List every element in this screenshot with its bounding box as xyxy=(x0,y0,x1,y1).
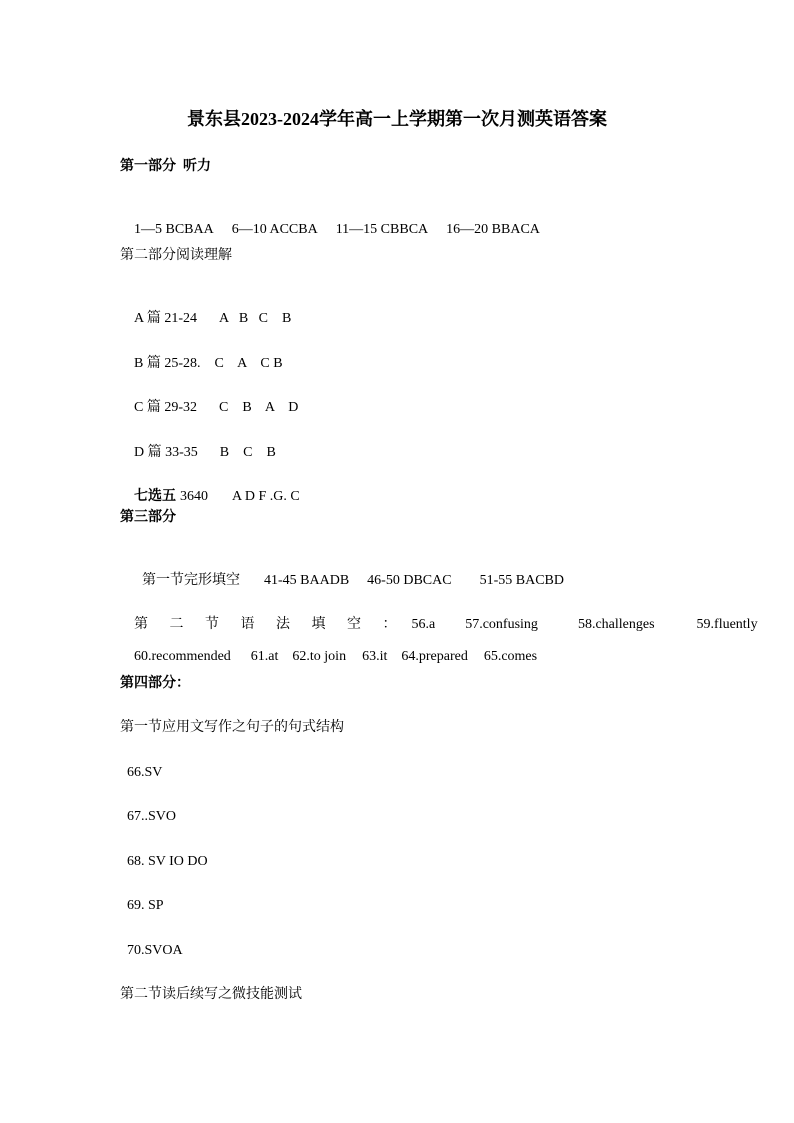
answer-group: 16—20 BBACA xyxy=(446,222,540,237)
document-title: 景东县2023-2024学年高一上学期第一次月测英语答案 xyxy=(187,109,607,129)
seven-choose-five-label: 七选五 xyxy=(134,489,176,504)
part1-heading: 第一部分 听力 xyxy=(120,159,211,174)
passage-answers: C A C B xyxy=(214,356,283,371)
passage-answers: C B A D xyxy=(219,400,299,415)
part3-heading: 第三部分 xyxy=(120,510,176,525)
grammar-answer: 60.recommended xyxy=(134,649,231,664)
grammar-answer: 63.it xyxy=(362,649,388,664)
passage-label: A 篇 21-24 xyxy=(134,311,197,326)
passage-label: D 篇 33-35 xyxy=(134,445,198,460)
part4-section1-label: 第一节应用文写作之句子的句式结构 xyxy=(120,720,344,735)
grammar-answer: 65.comes xyxy=(483,649,538,664)
part4-heading: 第四部分： xyxy=(120,676,190,691)
passage-label: B 篇 25-28. xyxy=(134,356,201,371)
structure-answer: 70.SVOA xyxy=(127,943,183,958)
answer-group: 11—15 CBBCA xyxy=(335,222,429,237)
answer-group: 41-45 BAADB xyxy=(264,573,350,588)
answer-group: 1—5 BCBAA xyxy=(134,222,214,237)
answer-group: 46-50 DBCAC xyxy=(367,573,452,588)
section-label: 第 二 节 语 法 填 空 ： xyxy=(134,617,406,632)
grammar-answer: 64.prepared xyxy=(401,649,468,664)
part4-section2-label: 第二节读后续写之微技能测试 xyxy=(120,987,302,1002)
grammar-answer: 57.confusing xyxy=(465,617,538,632)
seven-choose-five-range: 3640 xyxy=(180,489,208,504)
passage-answers: A B C B xyxy=(219,311,292,326)
grammar-answer: 61.at xyxy=(250,649,279,664)
structure-answer: 69. SP xyxy=(127,898,164,913)
grammar-answer: 56.a xyxy=(411,617,436,632)
seven-choose-five-answers: A D F .G. C xyxy=(232,489,300,504)
section-label: 第一节完形填空 xyxy=(142,573,240,588)
part2-heading: 第二部分阅读理解 xyxy=(120,248,232,263)
passage-answers: B C B xyxy=(219,445,276,460)
passage-label: C 篇 29-32 xyxy=(134,400,197,415)
answer-group: 51-55 BACBD xyxy=(479,573,564,588)
structure-answer: 67..SVO xyxy=(127,809,177,824)
grammar-answer: 58.challenges xyxy=(577,617,655,632)
answer-group: 6—10 ACCBA xyxy=(231,222,318,237)
structure-answer: 66.SV xyxy=(127,765,163,780)
grammar-answer: 59.fluently xyxy=(696,617,758,632)
structure-answer: 68. SV IO DO xyxy=(127,854,208,869)
grammar-answer: 62.to join xyxy=(292,649,347,664)
